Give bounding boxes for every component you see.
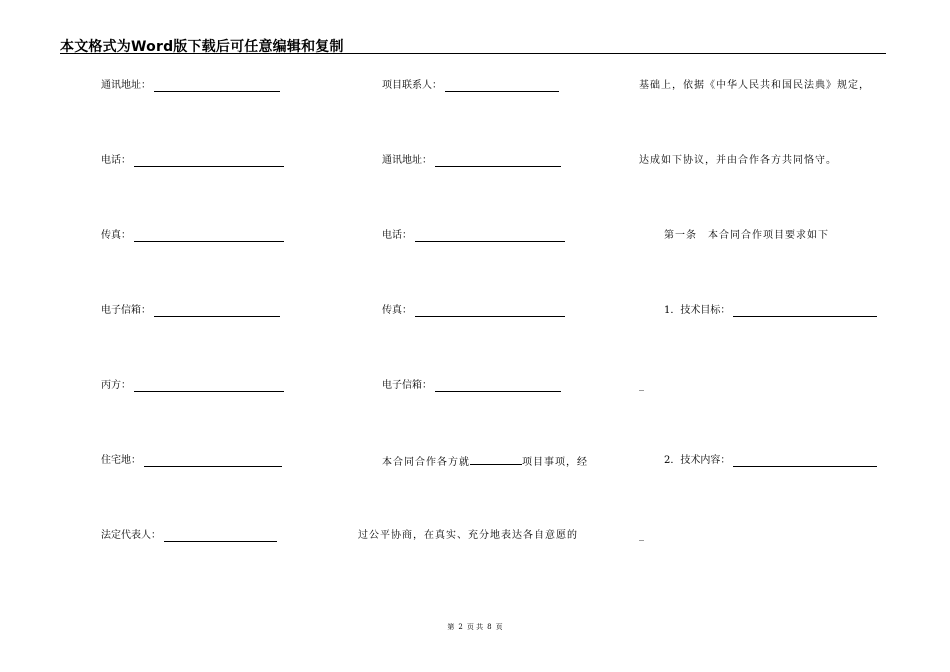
left-field-party-c bbox=[101, 380, 284, 392]
clause-heading: 第一条 本合同合作项目要求如下 bbox=[664, 230, 829, 241]
fill-blank[interactable] bbox=[144, 456, 282, 467]
middle-field-contact bbox=[382, 80, 559, 92]
fill-blank[interactable] bbox=[415, 231, 565, 242]
document-header-title: 本文格式为Word版下载后可任意编辑和复制 bbox=[60, 39, 344, 55]
total-pages-number: 8 bbox=[487, 623, 492, 631]
fill-blank[interactable] bbox=[134, 381, 284, 392]
field-label: 丙方： bbox=[101, 380, 131, 391]
fill-blank[interactable] bbox=[134, 156, 284, 167]
fill-blank[interactable] bbox=[134, 231, 284, 242]
middle-field-phone bbox=[382, 230, 565, 242]
right-paragraph-line1: 基础上，依据《中华人民共和国民法典》规定， bbox=[639, 80, 870, 91]
project-name-blank[interactable] bbox=[470, 455, 522, 465]
field-label: 电子信箱： bbox=[382, 380, 432, 391]
current-page-number: 2 bbox=[458, 623, 463, 631]
field-label: 法定代表人： bbox=[101, 530, 161, 541]
middle-field-email bbox=[382, 380, 561, 392]
continuation-dash: _ bbox=[639, 530, 644, 541]
field-label: 2．技术内容： bbox=[664, 455, 731, 466]
fill-blank[interactable] bbox=[733, 456, 877, 467]
fill-blank[interactable] bbox=[435, 156, 561, 167]
left-field-fax bbox=[101, 230, 284, 242]
paragraph-text: 本合同合作各方就 bbox=[382, 457, 470, 468]
fill-blank[interactable] bbox=[445, 81, 559, 92]
fill-blank[interactable] bbox=[154, 306, 280, 317]
field-label: 住宅地： bbox=[101, 455, 141, 466]
footer-mid: 页 共 bbox=[466, 623, 484, 631]
fill-blank[interactable] bbox=[435, 381, 561, 392]
field-label: 电话： bbox=[101, 155, 131, 166]
field-label: 1．技术目标： bbox=[664, 305, 731, 316]
middle-paragraph-line2: 过公平协商，在真实、充分地表达各自意愿的 bbox=[358, 530, 578, 541]
left-field-phone bbox=[101, 155, 284, 167]
middle-paragraph-line1 bbox=[382, 455, 588, 469]
field-label: 电话： bbox=[382, 230, 412, 241]
page-footer bbox=[0, 622, 950, 632]
field-label: 传真： bbox=[101, 230, 131, 241]
left-field-email bbox=[101, 305, 280, 317]
field-label: 项目联系人： bbox=[382, 80, 442, 91]
left-field-legal-rep bbox=[101, 530, 277, 542]
header-divider bbox=[60, 53, 886, 54]
right-field-tech-content bbox=[664, 455, 877, 467]
paragraph-text: 项目事项，经 bbox=[522, 457, 588, 468]
right-field-tech-goal bbox=[664, 305, 877, 317]
right-paragraph-line2: 达成如下协议，并由合作各方共同恪守。 bbox=[639, 155, 837, 166]
fill-blank[interactable] bbox=[415, 306, 565, 317]
field-label: 传真： bbox=[382, 305, 412, 316]
middle-field-address bbox=[382, 155, 561, 167]
field-label: 电子信箱： bbox=[101, 305, 151, 316]
left-field-residence bbox=[101, 455, 282, 467]
footer-suffix: 页 bbox=[495, 623, 503, 631]
middle-field-fax bbox=[382, 305, 565, 317]
field-label: 通讯地址： bbox=[101, 80, 151, 91]
fill-blank[interactable] bbox=[164, 531, 277, 542]
continuation-dash: _ bbox=[639, 380, 644, 391]
field-label: 通讯地址： bbox=[382, 155, 432, 166]
fill-blank[interactable] bbox=[733, 306, 877, 317]
left-field-address bbox=[101, 80, 280, 92]
footer-prefix: 第 bbox=[447, 623, 455, 631]
fill-blank[interactable] bbox=[154, 81, 280, 92]
